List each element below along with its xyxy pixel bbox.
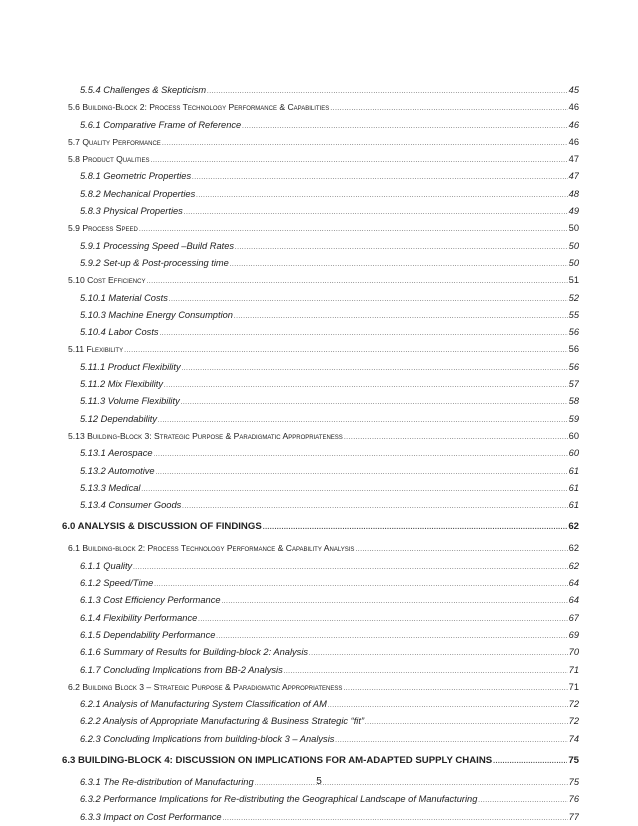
toc-entry[interactable]	[62, 731, 579, 748]
toc-dot-leader	[242, 118, 567, 134]
toc-entry[interactable]	[62, 307, 579, 324]
toc-entry[interactable]	[62, 696, 579, 713]
toc-entry-title: 5.10.4 Labor Costs	[80, 327, 159, 338]
toc-dot-leader	[328, 697, 568, 713]
toc-entry-page: 49	[568, 206, 579, 217]
toc-dot-leader	[343, 680, 567, 696]
toc-entry[interactable]	[62, 592, 579, 609]
toc-entry-page: 62	[568, 560, 579, 571]
toc-entry-page: 74	[568, 733, 579, 744]
toc-entry-title: 5.8.2 Mechanical Properties	[80, 188, 196, 199]
toc-entry-page: 46	[568, 102, 579, 113]
toc-entry-title: 6.3.1 The Re-distribution of Manufacturing	[80, 776, 254, 787]
toc-dot-leader	[216, 628, 567, 644]
toc-entry[interactable]	[62, 610, 579, 627]
table-of-contents	[62, 82, 579, 826]
toc-entry[interactable]	[62, 575, 579, 592]
toc-dot-leader	[207, 83, 568, 99]
toc-entry-title: 5.8 Product Qualities	[68, 154, 150, 165]
toc-entry-page: 69	[568, 629, 579, 640]
toc-entry-title: 6.2 Building Block 3 – Strategic Purpose & Paradigmatic Appropriateness	[68, 681, 343, 692]
toc-dot-leader	[182, 498, 567, 514]
toc-entry-page: 70	[568, 647, 579, 658]
toc-entry-title: 5.13.4 Consumer Goods	[80, 500, 182, 511]
toc-entry[interactable]	[62, 255, 579, 272]
toc-entry-title: 6.1.2 Speed/Time	[80, 578, 154, 589]
toc-entry[interactable]	[62, 518, 579, 536]
toc-dot-leader	[355, 541, 567, 557]
toc-entry[interactable]	[62, 99, 579, 116]
toc-entry-page: 62	[568, 543, 579, 554]
toc-entry-page: 60	[568, 430, 579, 441]
toc-entry-title: 5.8.1 Geometric Properties	[80, 171, 192, 182]
toc-entry[interactable]	[62, 238, 579, 255]
toc-entry-title: 5.13.3 Medical	[80, 482, 141, 493]
toc-entry-page: 46	[568, 119, 579, 130]
toc-entry-title: 6.1.1 Quality	[80, 560, 133, 571]
toc-dot-leader	[146, 273, 567, 289]
toc-dot-leader	[222, 593, 568, 609]
toc-dot-leader	[150, 152, 567, 168]
toc-entry-page: 52	[568, 292, 579, 303]
toc-entry-page: 61	[568, 500, 579, 511]
toc-entry-page: 72	[568, 716, 579, 727]
toc-entry[interactable]	[62, 627, 579, 644]
toc-entry-page: 48	[568, 188, 579, 199]
toc-entry[interactable]	[62, 540, 579, 557]
toc-dot-leader	[196, 187, 567, 203]
toc-entry-page: 47	[568, 154, 579, 165]
toc-entry[interactable]	[62, 713, 579, 730]
toc-entry[interactable]	[62, 82, 579, 99]
toc-dot-leader	[335, 732, 567, 748]
toc-dot-leader	[160, 325, 568, 341]
toc-entry-page: 57	[568, 379, 579, 390]
toc-entry-title: 5.13 Building-Block 3: Strategic Purpose & Paradigmatic Appropriateness	[68, 430, 343, 441]
toc-dot-leader	[139, 221, 568, 237]
toc-dot-leader	[133, 559, 567, 575]
toc-entry[interactable]	[62, 791, 579, 808]
toc-entry-page: 56	[568, 327, 579, 338]
toc-entry[interactable]	[62, 376, 579, 393]
page-number: 5	[316, 776, 322, 787]
toc-entry-page: 67	[568, 612, 579, 623]
toc-dot-leader	[234, 308, 568, 324]
toc-entry-title: 5.6 Building-Block 2: Process Technology Performance & Capabilities	[68, 102, 330, 113]
toc-entry-title: 6.1.3 Cost Efficiency Performance	[80, 595, 221, 606]
toc-entry-title: 5.11 Flexibility	[68, 344, 124, 355]
toc-entry-title: 5.9.2 Set-up & Post-processing time	[80, 257, 229, 268]
toc-entry-title: 5.10.3 Machine Energy Consumption	[80, 309, 233, 320]
toc-entry-page: 71	[568, 664, 579, 675]
toc-dot-leader	[182, 360, 568, 376]
toc-dot-leader	[284, 663, 568, 679]
toc-entry-page: 51	[568, 275, 579, 286]
toc-dot-leader	[154, 576, 567, 592]
toc-entry[interactable]	[62, 497, 579, 514]
toc-entry[interactable]	[62, 290, 579, 307]
toc-entry-title: 5.11.3 Volume Flexibility	[80, 396, 180, 407]
toc-entry-page: 75	[568, 776, 579, 787]
toc-entry-title: 5.11.1 Product Flexibility	[80, 361, 181, 372]
toc-entry-page: 59	[568, 413, 579, 424]
toc-dot-leader	[181, 394, 568, 410]
toc-entry-title: 5.6.1 Comparative Frame of Reference	[80, 119, 242, 130]
toc-entry-page: 64	[568, 595, 579, 606]
toc-dot-leader	[169, 291, 568, 307]
toc-entry-page: 58	[568, 396, 579, 407]
toc-entry-page: 71	[568, 681, 579, 692]
toc-entry[interactable]	[62, 679, 579, 696]
toc-entry[interactable]	[62, 480, 579, 497]
toc-entry-page: 61	[568, 465, 579, 476]
toc-entry[interactable]	[62, 272, 579, 289]
toc-entry[interactable]	[62, 324, 579, 341]
toc-entry-title: 6.1.7 Concluding Implications from BB-2 Analysis	[80, 664, 283, 675]
toc-entry-title: 5.10.1 Material Costs	[80, 292, 168, 303]
toc-entry[interactable]	[62, 445, 579, 462]
toc-entry[interactable]	[62, 220, 579, 237]
toc-entry-page: 77	[568, 811, 579, 822]
toc-dot-leader	[158, 412, 568, 428]
toc-entry-title: 5.7 Quality Performance	[68, 136, 161, 147]
toc-entry[interactable]	[62, 168, 579, 185]
toc-dot-leader	[365, 714, 568, 730]
toc-entry-title: 5.8.3 Physical Properties	[80, 206, 183, 217]
toc-entry[interactable]	[62, 428, 579, 445]
toc-dot-leader	[162, 135, 568, 151]
toc-entry[interactable]	[62, 117, 579, 134]
toc-entry-page: 55	[568, 309, 579, 320]
toc-entry-title: 6.3.2 Performance Implications for Re-distributing the Geographical Landscape of Manufacturing	[80, 794, 478, 805]
toc-entry-title: 6.1 Building-block 2: Process Technology Performance & Capability Analysis	[68, 543, 355, 554]
toc-entry-title: 5.13.1 Aerospace	[80, 448, 153, 459]
toc-entry-title: 6.2.3 Concluding Implications from building-block 3 – Analysis	[80, 733, 335, 744]
toc-dot-leader	[154, 446, 568, 462]
toc-entry-title: 6.1.6 Summary of Results for Building-block 2: Analysis	[80, 647, 309, 658]
toc-entry-title: 6.3.3 Impact on Cost Performance	[80, 811, 222, 822]
toc-entry-title: 6.0 ANALYSIS & DISCUSSION OF FINDINGS	[62, 521, 262, 533]
toc-entry-page: 56	[568, 344, 579, 355]
toc-entry[interactable]	[62, 662, 579, 679]
toc-dot-leader	[184, 204, 568, 220]
toc-dot-leader	[223, 810, 568, 826]
toc-entry-page: 45	[568, 85, 579, 95]
toc-entry-title: 5.11.2 Mix Flexibility	[80, 379, 164, 390]
toc-dot-leader	[192, 169, 568, 185]
toc-entry-page: 60	[568, 448, 579, 459]
toc-entry-page: 76	[568, 794, 579, 805]
toc-entry-title: 6.2.2 Analysis of Appropriate Manufacturing & Business Strategic “fit”	[80, 716, 365, 727]
toc-entry[interactable]	[62, 411, 579, 428]
toc-dot-leader	[198, 611, 567, 627]
toc-entry-page: 50	[568, 240, 579, 251]
toc-entry[interactable]	[62, 359, 579, 376]
toc-entry[interactable]	[62, 809, 579, 826]
toc-entry-title: 5.9.1 Processing Speed –Build Rates	[80, 240, 235, 251]
toc-dot-leader	[164, 377, 568, 393]
toc-entry[interactable]	[62, 644, 579, 661]
toc-entry[interactable]	[62, 393, 579, 410]
toc-entry[interactable]	[62, 752, 579, 770]
toc-dot-leader	[493, 753, 567, 770]
toc-dot-leader	[478, 792, 567, 808]
toc-dot-leader	[141, 481, 567, 497]
toc-entry-page: 46	[568, 136, 579, 147]
toc-dot-leader	[124, 342, 568, 358]
toc-dot-leader	[309, 645, 568, 661]
toc-entry-page: 50	[568, 223, 579, 234]
toc-entry-title: 6.1.5 Dependability Performance	[80, 629, 216, 640]
toc-dot-leader	[344, 429, 568, 445]
toc-entry-title: 5.9 Process Speed	[68, 223, 138, 234]
toc-entry[interactable]	[62, 134, 579, 151]
toc-entry-title: 5.13.2 Automotive	[80, 465, 155, 476]
toc-entry-title: 6.3 BUILDING-BLOCK 4: DISCUSSION ON IMPLICATIONS FOR AM-ADAPTED SUPPLY CHAINS	[62, 754, 493, 766]
toc-entry-page: 64	[568, 578, 579, 589]
toc-entry[interactable]	[62, 151, 579, 168]
toc-entry-page: 75	[568, 754, 579, 766]
toc-entry-page: 72	[568, 699, 579, 710]
toc-dot-leader	[230, 256, 568, 272]
toc-entry-title: 5.5.4 Challenges & Skepticism	[80, 85, 207, 95]
toc-entry-title: 6.2.1 Analysis of Manufacturing System Classification of AM	[80, 699, 327, 710]
toc-entry[interactable]	[62, 463, 579, 480]
toc-entry[interactable]	[62, 558, 579, 575]
toc-dot-leader	[156, 464, 568, 480]
toc-entry-page: 47	[568, 171, 579, 182]
toc-entry-title: 6.1.4 Flexibility Performance	[80, 612, 198, 623]
toc-entry[interactable]	[62, 203, 579, 220]
toc-dot-leader	[330, 100, 567, 116]
toc-entry-title: 5.10 Cost Efficiency	[68, 275, 146, 286]
toc-entry-title: 5.12 Dependability	[80, 413, 158, 424]
toc-dot-leader	[235, 239, 568, 255]
toc-entry-page: 50	[568, 257, 579, 268]
toc-dot-leader	[263, 519, 568, 536]
toc-entry[interactable]	[62, 341, 579, 358]
toc-entry-page: 62	[568, 521, 579, 533]
toc-entry-page: 56	[568, 361, 579, 372]
toc-entry[interactable]	[62, 186, 579, 203]
toc-entry-page: 61	[568, 482, 579, 493]
